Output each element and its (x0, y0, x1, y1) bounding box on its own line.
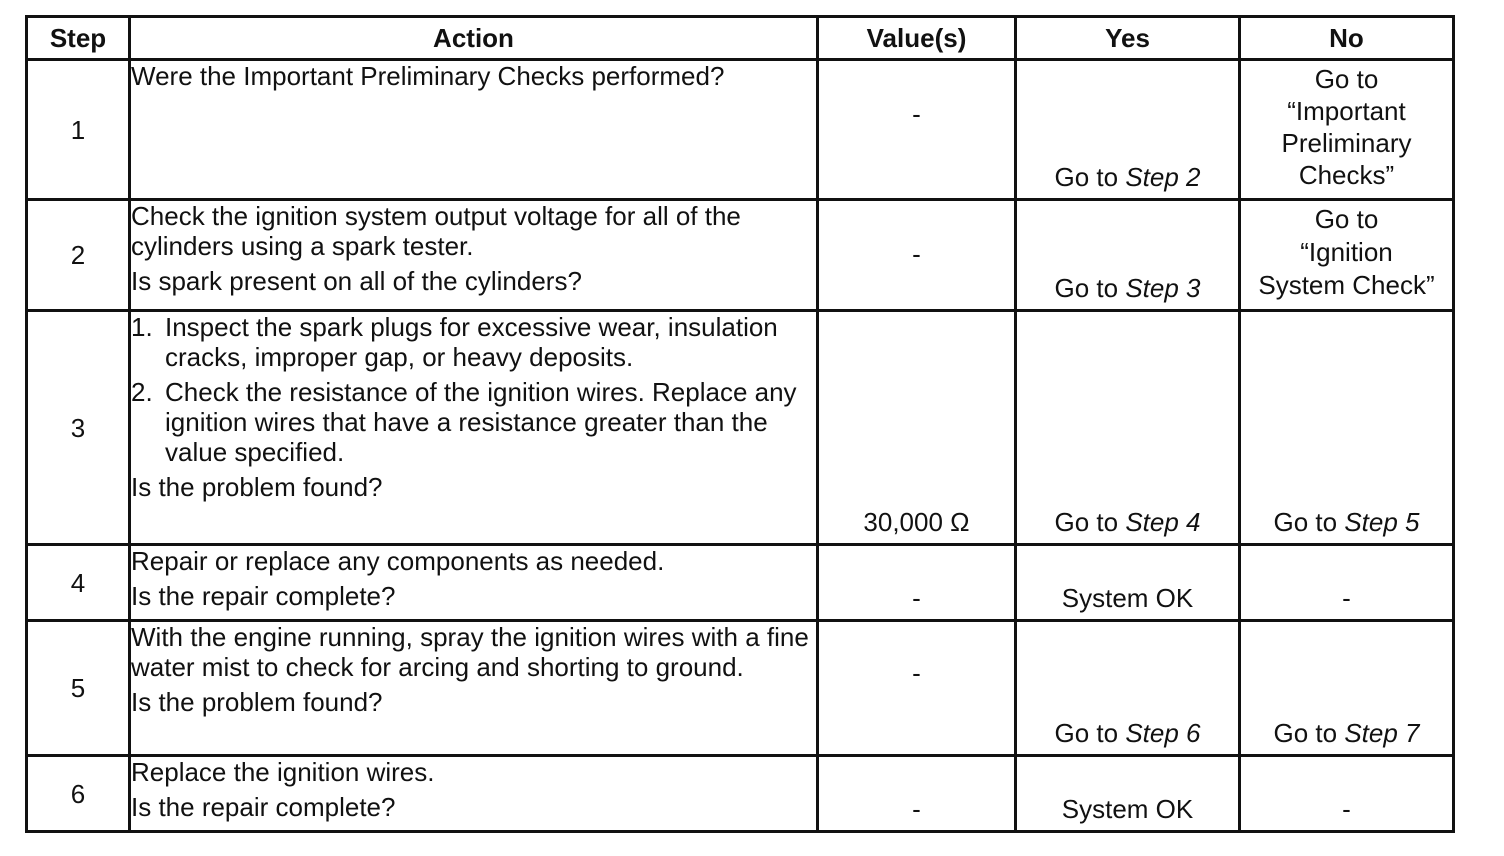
step-number: 4 (27, 545, 130, 621)
step-number: 2 (27, 200, 130, 311)
yes-cell (1016, 200, 1240, 311)
table-row (27, 60, 1454, 200)
yes-cell (1016, 621, 1240, 756)
table-row (27, 200, 1454, 311)
action-text: Repair or replace any components as needed. (131, 546, 665, 576)
yes-prefix: Go to (1054, 507, 1126, 537)
value-cell: - (818, 621, 1016, 756)
no-line: Preliminary (1281, 128, 1412, 158)
action-question: Is the repair complete? (131, 792, 396, 822)
yes-prefix: Go to (1054, 162, 1126, 192)
action-cell (130, 311, 818, 545)
yes-cell (1016, 60, 1240, 200)
yes-step-ref: Step 6 (1125, 718, 1201, 748)
action-cell (130, 545, 818, 621)
yes-cell (1016, 311, 1240, 545)
header-yes: Yes (1016, 17, 1240, 60)
action-text: Were the Important Preliminary Checks performed? (131, 61, 725, 91)
no-cell (1240, 311, 1454, 545)
header-action: Action (130, 17, 818, 60)
no-cell (1240, 60, 1454, 200)
action-text: With the engine running, spray the ignition wires with a fine water mist to check for arcing and shorting to ground. (131, 622, 809, 682)
header-step: Step (27, 17, 130, 60)
action-question: Is the problem found? (131, 472, 383, 502)
action-question: Is the problem found? (131, 687, 383, 717)
action-cell (130, 200, 818, 311)
action-cell (130, 60, 818, 200)
list-item (131, 312, 816, 372)
header-values: Value(s) (818, 17, 1016, 60)
no-line: Go to (1314, 204, 1379, 234)
yes-step-ref: Step 3 (1125, 273, 1201, 303)
no-line: Go to (1314, 64, 1379, 94)
table-row (27, 621, 1454, 756)
diagnostic-table (25, 15, 1455, 833)
no-line: “Important (1287, 96, 1406, 126)
value-cell: - (818, 545, 1016, 621)
no-line: Checks” (1298, 160, 1395, 190)
value-cell: - (818, 756, 1016, 832)
step-number: 3 (27, 311, 130, 545)
no-cell: - (1240, 545, 1454, 621)
no-line: “Ignition (1300, 237, 1393, 267)
step-number: 6 (27, 756, 130, 832)
action-cell (130, 756, 818, 832)
list-text: Check the resistance of the ignition wires. Replace any ignition wires that have a resistance greater than the value specified. (165, 377, 797, 467)
table-row (27, 545, 1454, 621)
yes-step-ref: Step 4 (1125, 507, 1201, 537)
table-row (27, 756, 1454, 832)
yes-prefix: Go to (1054, 273, 1126, 303)
no-prefix: Go to (1273, 718, 1345, 748)
yes-step-ref: Step 2 (1125, 162, 1201, 192)
no-cell (1240, 621, 1454, 756)
list-number: 2. (131, 377, 153, 407)
action-question: Is the repair complete? (131, 581, 396, 611)
header-row (27, 17, 1454, 60)
list-item (131, 377, 816, 467)
action-text: Replace the ignition wires. (131, 757, 435, 787)
no-prefix: Go to (1273, 507, 1345, 537)
no-step-ref: Step 7 (1344, 718, 1420, 748)
list-number: 1. (131, 312, 153, 342)
value-cell: - (818, 200, 1016, 311)
action-question: Is spark present on all of the cylinders? (131, 266, 582, 296)
yes-prefix: Go to (1054, 718, 1126, 748)
value-cell: 30,000 Ω (818, 311, 1016, 545)
step-number: 5 (27, 621, 130, 756)
value-cell: - (818, 60, 1016, 200)
no-step-ref: Step 5 (1344, 507, 1420, 537)
no-line: System Check” (1258, 270, 1435, 300)
header-no: No (1240, 17, 1454, 60)
no-cell (1240, 200, 1454, 311)
yes-cell: System OK (1016, 545, 1240, 621)
no-cell: - (1240, 756, 1454, 832)
action-cell (130, 621, 818, 756)
action-text: Check the ignition system output voltage for all of the cylinders using a spark tester. (131, 201, 741, 261)
table-row (27, 311, 1454, 545)
list-text: Inspect the spark plugs for excessive wear, insulation cracks, improper gap, or heavy deposits. (165, 312, 778, 372)
step-number: 1 (27, 60, 130, 200)
yes-cell: System OK (1016, 756, 1240, 832)
